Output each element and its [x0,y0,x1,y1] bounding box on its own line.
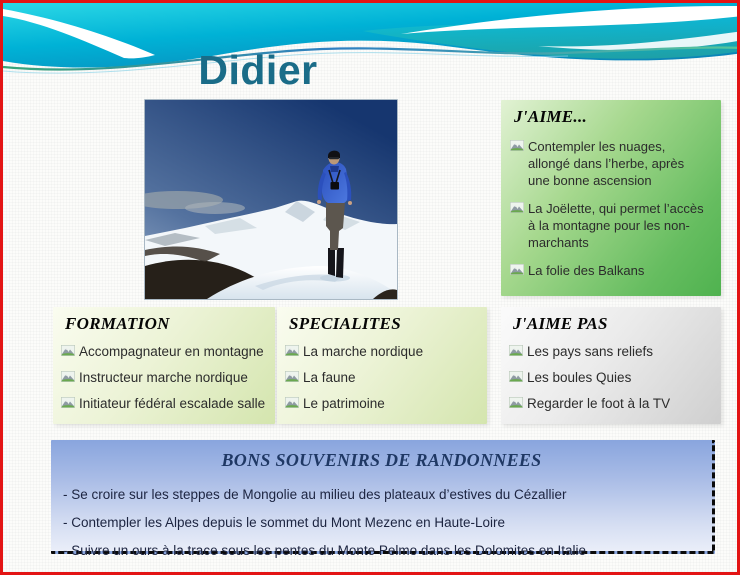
mountain-bullet-icon [509,371,523,382]
mountain-bullet-icon [510,140,524,151]
list-item [285,343,479,360]
likes-title: J'AIME... [514,107,588,126]
formation-item-text: Initiateur fédéral escalade salle [79,396,266,411]
header-wave-graphic [3,3,740,95]
dislikes-title: J'AIME PAS [513,314,608,333]
list-item [61,369,267,386]
memories-banner [51,440,715,558]
mountain-bullet-icon [510,202,524,213]
memory-line: - Contempler les Alpes depuis le sommet du Mont Mezenc en Haute-Loire [63,515,505,530]
list-item [285,395,479,412]
list-item [510,262,708,279]
formation-title: FORMATION [65,314,170,333]
specialty-item-text: La marche nordique [303,344,424,359]
formation-item-text: Accompagnateur en montagne [79,344,264,359]
specialties-box [277,307,487,424]
formation-box [53,307,275,424]
summit-photo [144,99,398,300]
dislikes-box [501,307,721,424]
specialty-item-text: Le patrimoine [303,396,385,411]
likes-item-text: La Joëlette, qui permet l’accès à la montagne pour les non-marchants [528,201,704,250]
list-item [509,369,713,386]
list-item [509,343,713,360]
mountain-bullet-icon [61,371,75,382]
dislike-item-text: Les pays sans reliefs [527,344,654,359]
formation-item-text: Instructeur marche nordique [79,370,248,385]
specialties-title: SPECIALITES [289,314,401,333]
list-item [510,138,708,189]
mountain-bullet-icon [510,264,524,275]
mountain-bullet-icon [509,345,523,356]
mountain-bullet-icon [61,345,75,356]
mountain-bullet-icon [285,371,299,382]
dislike-item-text: Les boules Quies [527,370,632,385]
mountain-bullet-icon [61,397,75,408]
page-title: Didier [198,47,318,93]
mountain-bullet-icon [285,397,299,408]
likes-item-text: La folie des Balkans [528,263,645,278]
mountain-bullet-icon [509,397,523,408]
list-item [510,200,708,251]
dislike-item-text: Regarder le foot à la TV [527,396,671,411]
memories-title: BONS SOUVENIRS DE RANDONNEES [221,450,542,470]
mountain-bullet-icon [285,345,299,356]
list-item [509,395,713,412]
list-item [285,369,479,386]
list-item [61,343,267,360]
likes-item-text: Contempler les nuages, allongé dans l’herbe, après une bonne ascension [528,139,685,188]
likes-box [501,100,721,296]
memory-line: - Suivre un ours à la trace sous les pentes du Monte Pelmo dans les Dolomites en Italie [63,543,587,558]
list-item [61,395,267,412]
specialty-item-text: La faune [303,370,356,385]
memory-line: - Se croire sur les steppes de Mongolie au milieu des plateaux d’estives du Cézallier [63,487,567,502]
